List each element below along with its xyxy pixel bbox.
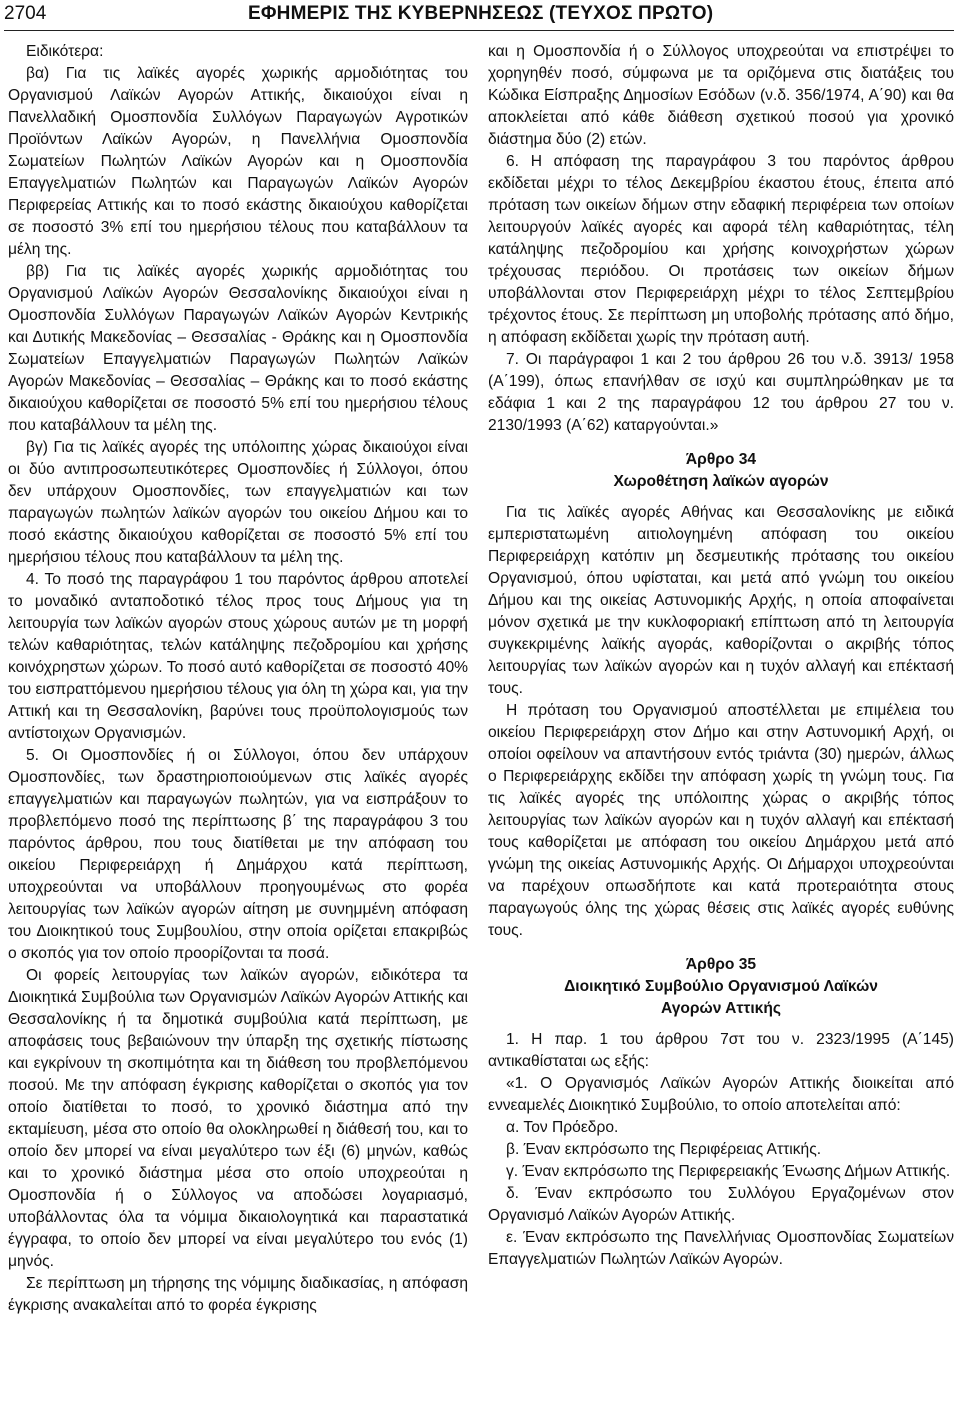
article-35-title: Άρθρο 35 xyxy=(685,956,757,973)
list-item-a: α. Τον Πρόεδρο. xyxy=(506,1119,619,1136)
spacer xyxy=(488,493,954,502)
right-column xyxy=(488,41,954,1271)
paragraph-art35-quote: «1. Ο Οργανισμός Λαϊκών Αγορών Αττικής διοικείται από εννεαμελές Διοικητικό Συμβούλιο, το οποίο αποτελείται από: xyxy=(488,1075,954,1114)
paragraph-7: 7. Οι παράγραφοι 1 και 2 του άρθρου 26 του ν.δ. 3913/ 1958 (Α΄199), όπως επανήλθαν σε ισχύ και συμπληρώθηκαν με τα εδάφια 1 και 2 της παραγράφου 12 του άρθρου 27 του ν. 2130/1993 (Α΄62) καταργούνται.» xyxy=(488,351,954,434)
paragraph-noncompliance: Σε περίπτωση μη τήρησης της νόμιμης διαδικασίας, η απόφαση έγκρισης ανακαλείται από το φορέα έγκρισης xyxy=(8,1275,468,1314)
list-item-b: β. Έναν εκπρόσωπο της Περιφέρειας Αττικής. xyxy=(506,1141,822,1158)
article-35-subtitle-line-1: Διοικητικό Συμβούλιο Οργανισμού Λαϊκών xyxy=(564,978,878,995)
list-item-c: γ. Έναν εκπρόσωπο της Περιφερειακής Ένωσης Δήμων Αττικής. xyxy=(506,1163,951,1180)
spacer xyxy=(488,942,954,954)
paragraph-bb: ββ) Για τις λαϊκές αγορές χωρικής αρμοδιότητας του Οργανισμού Λαϊκών Αγορών Θεσσαλονίκης δικαιούχοι είναι η Ομοσπονδία Συλλόγων Παραγωγών Λαϊκών Αγορών Κεντρικής και Δυτικής Μακεδονίας – Θεσσαλίας - Θράκης και η Ομοσπονδία Σωματείων Επαγγελματιών Παραγωγών Πωλητών Λαϊκών Αγορών Μακεδονίας – Θεσσαλίας – Θράκης και το ποσό εκάστης δικαιούχου καθορίζεται σε ποσοστό 5% επί του ημερήσιου τέλους που καταβάλλουν τα μέλη της. xyxy=(8,263,468,434)
list-item-d: δ. Έναν εκπρόσωπο του Συλλόγου Εργαζομένων στον Οργανισμό Λαϊκών Αγορών Αττικής. xyxy=(488,1185,954,1224)
paragraph-operators: Οι φορείς λειτουργίας των λαϊκών αγορών, ειδικότερα τα Διοικητικά Συμβούλια των Οργανισμών Λαϊκών Αγορών Αττικής και Θεσσαλονίκης ή τα δημοτικά συμβούλια κατά περίπτωση, με αποφάσεις τους βεβαιώνουν την ύπαρξη της σχετικής πίστωσης και εγκρίνουν τη σκοπιμότητα και τη διάθεση του προβλεπόμενου ποσού. Με την απόφαση έγκρισης καθορίζεται ο σκοπός για τον οποίο διατίθεται το ποσό, το χρονικό διάστημα από την εκταμίευση, μέσα στο οποίο θα ολοκληρωθεί η διάθεσή του, και το οποίο δεν μπορεί να είναι μεγαλύτερο των έξι (6) μηνών, καθώς και το χρονικό διάστημα μέσα στο οποίο υποχρεούται η Ομοσπονδία ή ο Σύλλογος να αποδώσει λογαριασμό, υποβάλλοντας όλα τα νόμιμα δικαιολογητικά και παραστατικά έγγραφα, το οποίο δεν μπορεί να είναι μεγαλύτερο του ενός (1) μηνός. xyxy=(8,967,468,1270)
spacer xyxy=(488,1020,954,1029)
left-column xyxy=(8,41,468,1317)
paragraph-art34-2: Η πρόταση του Οργανισμού αποστέλλεται με επιμέλεια του οικείου Περιφερειάρχη στον Δήμο και στην Αστυνομική Αρχή, οι οποίοι οφείλουν να απαντήσουν εντός τριάντα (30) ημερών, άλλως ο Περιφερειάρχης εκδίδει την απόφαση χωρίς τη γνώμη τους. Για τις λαϊκές αγορές της υπόλοιπης χώρας ο ακριβής τόπος λειτουργίας των λαϊκών αγορών και η τυχόν αλλαγή και επέκτασή τους καθορίζεται με απόφαση του οικείου Δημάρχου μετά από γνώμη της οικείας Αστυνομικής Αρχής. Οι Δήμαρχοι υποχρεούνται να παρέχουν οπωσδήποτε και κατά προτεραιότητα στους παραγωγούς όλης της χώρας θέσεις στις λαϊκές αγορές ευθύνης τους. xyxy=(488,702,954,939)
page-header xyxy=(4,0,954,31)
paragraph-continuation: και η Ομοσπονδία ή ο Σύλλογος υποχρεούται να επιστρέψει το χορηγηθέν ποσό, σύμφωνα με τα οριζόμενα στις διατάξεις του Κώδικα Είσπραξης Δημοσίων Εσόδων (ν.δ. 356/1974, Α΄90) και θα αποκλείεται από κάθε διάθεση σχετικού ποσού για χρονικό διάστημα δύο (2) ετών. xyxy=(488,43,954,148)
paragraph-ba: βα) Για τις λαϊκές αγορές χωρικής αρμοδιότητας του Οργανισμού Λαϊκών Αγορών Αττικής, δικαιούχοι είναι η Πανελλαδική Ομοσπονδία Συλλόγων Παραγωγών Αγροτικών Προϊόντων Λαϊκών Αγορών, η Πανελλήνια Ομοσπονδία Σωματείων Πωλητών Λαϊκών Αγορών και η Ομοσπονδία Επαγγελματιών Πωλητών και Παραγωγών Λαϊκών Αγορών Περιφερείας Αττικής και το ποσό εκάστης δικαιούχου καθορίζεται σε ποσοστό 3% επί του ημερήσιου τέλους που καταβάλλουν τα μέλη της. xyxy=(8,65,468,258)
paragraph-art35-1: 1. Η παρ. 1 του άρθρου 7στ του ν. 2323/1995 (Α΄145) αντικαθίσταται ως εξής: xyxy=(488,1031,954,1070)
paragraph-bg: βγ) Για τις λαϊκές αγορές της υπόλοιπης χώρας δικαιούχοι είναι οι δύο αντιπροσωπευτικότερες Ομοσπονδίες ή Σύλλογοι, όπου δεν υπάρχουν Ομοσπονδίες, των επαγγελματιών και των παραγωγών πωλητών λαϊκών αγορών του οικείου Δήμου και το ποσό εκάστης δικαιούχου καθορίζεται σε ποσοστό 5% επί του ημερήσιου τέλους που καταβάλλουν τα μέλη της. xyxy=(8,439,468,566)
paragraph-4: 4. Το ποσό της παραγράφου 1 του παρόντος άρθρου αποτελεί το μοναδικό ανταποδοτικό τέλος προς τους Δήμους για τη λειτουργία των λαϊκών αγορών στους χώρους αυτών με τη μορφή τελών καθαριότητας, τελών κατάληψης πεζοδρομίου και χρήσης κοινόχρηστων χώρων. Το ποσό αυτό καθορίζεται σε ποσοστό 40% του εισπραττόμενου ημερήσιου τέλους για όλη τη χώρα και, για την Αττική και τη Θεσσαλονίκη, βαρύνει τους προϋπολογισμούς των αντίστοιχων Οργανισμών. xyxy=(8,571,469,742)
page-number: 2704 xyxy=(4,3,47,24)
paragraph-specifically: Ειδικότερα: xyxy=(26,43,104,60)
article-35-subtitle-line-2: Αγορών Αττικής xyxy=(661,1000,781,1017)
journal-title: ΕΦΗΜΕΡΙΣ ΤΗΣ ΚΥΒΕΡΝΗΣΕΩΣ (ΤΕΥΧΟΣ ΠΡΩΤΟ) xyxy=(248,3,714,24)
paragraph-art34-1: Για τις λαϊκές αγορές Αθήνας και Θεσσαλονίκης με ειδικά εμπεριστατωμένη αιτιολογημένη απόφαση του οικείου Περιφερειάρχη κατόπιν μη δεσμευτικής πρότασης του οικείου Οργανισμού, όπου υφίσταται, και μετά από γνώμη του οικείου Δήμου και της οικείας Αστυνομικής Αρχής, η οποία αποφαίνεται μόνον σχετικά με την κυκλοφοριακή επίπτωση από τη λειτουργία συγκεκριμένης λαϊκής αγοράς, καθορίζονται ο ακριβής τόπος λειτουργίας των λαϊκών αγορών και η τυχόν αλλαγή και επέκτασή τους. xyxy=(488,504,954,697)
article-34-subtitle: Χωροθέτηση λαϊκών αγορών xyxy=(613,473,829,490)
paragraph-5: 5. Οι Ομοσπονδίες ή οι Σύλλογοι, όπου δεν υπάρχουν Ομοσπονδίες, των δραστηριοποιούμενων στις λαϊκές αγορές επαγγελματιών και παραγωγών πωλητών, για να εισπράξουν το προβλεπόμενο ποσό της περίπτωσης β΄ της παραγράφου 3 του παρόντος άρθρου, που τους διατίθεται με την απόφαση του οικείου Περιφερειάρχη ή Δημάρχου κατά περίπτωση, υποχρεούνται να υποβάλλουν προηγουμένως στο φορέα λειτουργίας των λαϊκών αγορών αίτηση με συνημμένη απόφαση του Διοικητικού τους Συμβουλίου, στην οποία ορίζεται επακριβώς ο σκοπός για τον οποίο προορίζονται τα ποσά. xyxy=(8,747,468,962)
article-34-title: Άρθρο 34 xyxy=(685,451,757,468)
list-item-e: ε. Έναν εκπρόσωπο της Πανελλήνιας Ομοσπονδίας Σωματείων Επαγγελματιών Πωλητών Λαϊκών Αγορών. xyxy=(488,1229,954,1268)
paragraph-6: 6. Η απόφαση της παραγράφου 3 του παρόντος άρθρου εκδίδεται μέχρι το τέλος Δεκεμβρίου έκαστου έτους, έπειτα από πρόταση των οικείων δήμων στην εδαφική περιφέρεια των οποίων λειτουργούν λαϊκές αγορές και αφορά τέλη καθαριότητας, τέλη κατάληψης πεζοδρομίου και χρήσης κοινοχρήστων χώρων τρέχουσας περιόδου. Οι προτάσεις των οικείων δήμων υποβάλλονται στον Περιφερειάρχη μέχρι το τέλος Σεπτεμβρίου τρέχοντος έτους. Σε περίπτωση μη υποβολής πρότασης από δήμο, η απόφαση εκδίδεται χωρίς την πρόταση αυτή. xyxy=(488,153,954,346)
spacer xyxy=(488,437,954,449)
